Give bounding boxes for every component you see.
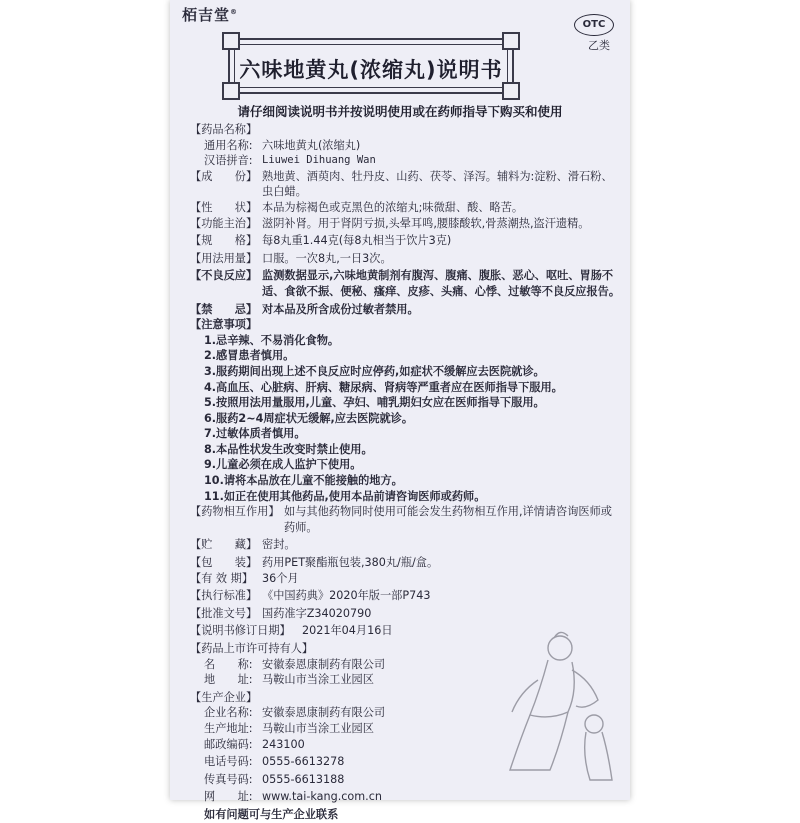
footer-text: 如有问题可与生产企业联系 [204, 807, 339, 821]
package-label: 【包 装】 [190, 556, 258, 570]
approval-label: 【批准文号】 [190, 606, 258, 620]
dosage-row [190, 251, 620, 267]
validity-value: 36个月 [262, 571, 299, 585]
pinyin-row [190, 153, 620, 169]
pinyin-label: 汉语拼音: [204, 154, 253, 168]
brand-name: 栢吉堂 [182, 6, 231, 24]
manufacturer-name-label: 企业名称: [204, 706, 253, 720]
drug-name-label: 【药品名称】 [190, 123, 258, 136]
manufacturer-name-value: 安徽泰恩康制药有限公司 [262, 706, 386, 720]
standard-label: 【执行标准】 [190, 589, 258, 603]
manufacturer-address-value: 马鞍山市当涂工业园区 [262, 721, 374, 735]
frame-corner [222, 32, 240, 50]
list-item: 11.如正在使用其他药品,使用本品前请咨询医师或药师。 [204, 489, 486, 503]
list-item: 8.本品性状发生改变时禁止使用。 [204, 442, 373, 456]
interactions-label: 【药物相互作用】 [190, 505, 280, 519]
frame-corner [222, 82, 240, 100]
storage-row [190, 537, 620, 553]
list-item: 7.过敏体质者慎用。 [204, 427, 306, 441]
list-item: 9.儿童必须在成人监护下使用。 [204, 458, 362, 472]
specification-row [190, 233, 620, 249]
validity-row [190, 571, 620, 587]
website-label: 网 址: [204, 790, 253, 804]
properties-row [190, 200, 620, 216]
specification-value: 每8丸重1.44克(每8丸相当于饮片3克) [262, 234, 452, 248]
package-value: 药用PET聚酯瓶包装,380丸/瓶/盒。 [262, 556, 439, 570]
adverse-label: 【不良反应】 [190, 269, 258, 283]
tel-label: 电话号码: [204, 755, 253, 769]
mah-address-value: 马鞍山市当涂工业园区 [262, 673, 374, 687]
usage-notice: 请仔细阅读说明书并按说明使用或在药师指导下购买和使用 [237, 104, 563, 119]
interactions-value: 如与其他药物同时使用可能会发生药物相互作用,详情请咨询医师或药师。 [284, 505, 612, 534]
common-name-label: 通用名称: [204, 138, 253, 152]
approval-value: 国药准字Z34020790 [262, 606, 372, 620]
list-item: 4.高血压、心脏病、肝病、糖尿病、肾病等严重者应在医师指导下服用。 [204, 380, 563, 394]
precautions-list [190, 333, 620, 505]
precautions-label: 【注意事项】 [190, 318, 258, 332]
storage-value: 密封。 [262, 538, 296, 552]
specification-label: 【规 格】 [190, 234, 258, 248]
mah-address-label: 地 址: [204, 673, 253, 687]
properties-label: 【性 状】 [190, 200, 258, 214]
list-item: 1.忌辛辣、不易消化食物。 [204, 333, 340, 347]
storage-label: 【贮 藏】 [190, 538, 258, 552]
indications-label: 【功能主治】 [190, 216, 258, 230]
document-title: 六味地黄丸(浓缩丸)说明书 [239, 58, 503, 82]
contraindications-label: 【禁 忌】 [190, 302, 258, 316]
interactions-row [190, 504, 620, 535]
revision-label: 【说明书修订日期】 [190, 624, 291, 638]
pinyin-value: Liuwei Dihuang Wan [262, 154, 376, 167]
frame-corner [502, 82, 520, 100]
contraindications-row [190, 302, 620, 318]
footer-note [190, 807, 620, 823]
list-item: 10.请将本品放在儿童不能接触的地方。 [204, 474, 403, 488]
tel-value: 0555-6613278 [262, 755, 345, 769]
otc-class: 乙类 [588, 39, 610, 52]
brand-logo [182, 4, 238, 25]
drug-name-header [190, 122, 620, 138]
list-item: 2.感冒患者慎用。 [204, 349, 295, 363]
adverse-value: 监测数据显示,六味地黄制剂有腹泻、腹痛、腹胀、恶心、呕吐、胃肠不适、食欲不振、便秘、瘙痒、皮疹、头痛、心悸、过敏等不良反应报告。 [262, 269, 621, 298]
list-item: 5.按照用法用量服用,儿童、孕妇、哺乳期妇女应在医师指导下服用。 [204, 396, 545, 410]
registered-mark: ® [230, 8, 239, 16]
zip-label: 邮政编码: [204, 737, 253, 751]
manufacturer-label: 【生产企业】 [190, 690, 258, 704]
ingredients-label: 【成 份】 [190, 169, 258, 183]
list-item: 6.服药2~4周症状无缓解,应去医院就诊。 [204, 411, 414, 425]
instruction-leaflet [170, 0, 630, 821]
fax-value: 0555-6613188 [262, 772, 345, 786]
indications-value: 滋阴补肾。用于肾阴亏损,头晕耳鸣,腰膝酸软,骨蒸潮热,盗汗遗精。 [262, 216, 590, 230]
website-row [190, 789, 620, 805]
ingredients-row [190, 169, 620, 200]
website-value: www.tai-kang.com.cn [262, 790, 382, 804]
precautions-header [190, 317, 620, 333]
mah-name-value: 安徽泰恩康制药有限公司 [262, 657, 386, 671]
common-name-value: 六味地黄丸(浓缩丸) [262, 138, 361, 152]
mah-name-label: 名 称: [204, 657, 253, 671]
title-frame [228, 38, 514, 94]
mah-label: 【药品上市许可持有人】 [190, 642, 314, 655]
adverse-row [190, 268, 620, 299]
standard-row [190, 588, 620, 604]
contraindications-value: 对本品及所含成份过敏者禁用。 [262, 302, 419, 316]
list-item: 3.服药期间出现上述不良反应时应停药,如症状不缓解应去医院就诊。 [204, 364, 545, 378]
dosage-label: 【用法用量】 [190, 251, 258, 265]
fax-label: 传真号码: [204, 772, 253, 786]
indications-row [190, 216, 620, 232]
dosage-value: 口服。一次8丸,一日3次。 [262, 251, 392, 265]
package-row [190, 555, 620, 571]
properties-value: 本品为棕褐色或克黑色的浓缩丸;味微甜、酸、略苦。 [262, 200, 524, 214]
doctor-illustration [490, 620, 620, 790]
otc-badge: OTC [574, 14, 614, 36]
standard-value: 《中国药典》2020年版一部P743 [262, 589, 431, 603]
ingredients-value: 熟地黄、酒萸肉、牡丹皮、山药、茯苓、泽泻。辅料为:淀粉、滑石粉、虫白蜡。 [262, 169, 613, 199]
validity-label: 【有 效 期】 [190, 571, 254, 585]
common-name-row [190, 138, 620, 154]
zip-value: 243100 [262, 737, 305, 751]
revision-value: 2021年04月16日 [302, 624, 393, 638]
frame-corner [502, 32, 520, 50]
manufacturer-address-label: 生产地址: [204, 721, 253, 735]
